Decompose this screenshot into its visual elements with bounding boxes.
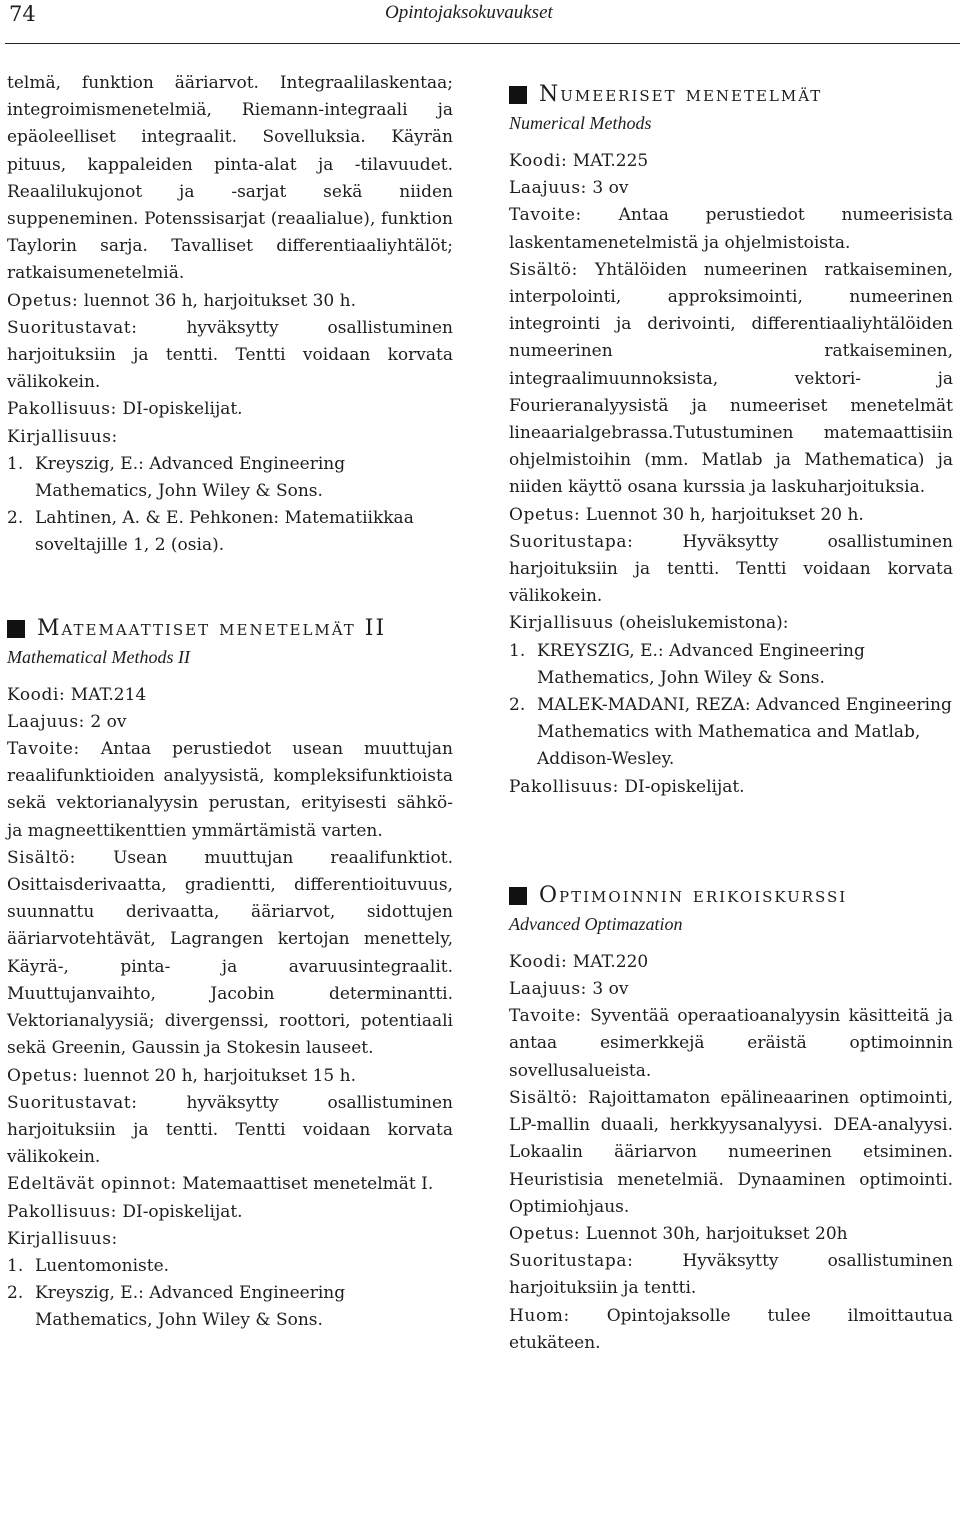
- header-rule: [5, 43, 960, 44]
- sisalto-value: Rajoittamaton epälineaarinen optimointi, LP-mallin duaali, herkkyysanalyysi. DEA-analyysi. Lokaalin ääriarvon numeerinen etsiminen. Heuristisia menetelmiä. Dynaaminen optimointi. Optimiohjaus.: [509, 1087, 953, 1217]
- suoritus-line: [7, 315, 453, 397]
- opetus-line: [7, 1063, 453, 1090]
- reference-text: Lahtinen, A. & E. Pehkonen: Matematiikkaa soveltajille 1, 2 (osia).: [35, 508, 414, 556]
- sisalto-value: Usean muuttujan reaalifunktiot. Osittaisderivaatta, gradientti, differentioituvuus, suunnattu derivaatta, ääriarvot, sidottujen ääriarvotehtävät, Lagrangen kertojan menettely, Käyrä-, pinta- ja avaruusintegraalit. Muuttujanvaihto, Jacobin determinantti. Vektorianalyysiä; divergenssi, roottori, potentiaali sekä Greenin, Gaussin ja Stokesin lauseet.: [7, 847, 453, 1059]
- reference-item: [7, 1253, 453, 1280]
- sisalto-label: Sisältö:: [509, 1087, 578, 1108]
- laajuus-line: [7, 709, 453, 736]
- reference-item: [509, 638, 953, 692]
- page-header: [0, 0, 960, 44]
- right-column: [509, 58, 953, 1357]
- pakollisuus-value: DI-opiskelijat.: [624, 776, 745, 797]
- suoritus-value: Hyväksytty osallistuminen harjoituksiin ja tentti.: [509, 1251, 953, 1299]
- opetus-label: Opetus:: [509, 504, 581, 525]
- suoritus-label: Suoritustavat:: [7, 317, 138, 338]
- kirjallisuus-label: Kirjallisuus:: [7, 1228, 118, 1249]
- section-subtitle: Mathematical Methods II: [7, 646, 190, 667]
- section-title-text: Optimoinnin erikoiskurssi: [539, 882, 848, 908]
- edeltavat-line: [7, 1171, 453, 1198]
- tavoite-line: [7, 736, 453, 845]
- opetus-label: Opetus:: [7, 290, 79, 311]
- suoritus-value: hyväksytty osallistuminen harjoituksiin ja tentti. Tentti voidaan korvata välikokein.: [7, 317, 453, 393]
- tavoite-line: [509, 1003, 953, 1085]
- tavoite-label: Tavoite:: [509, 1006, 582, 1027]
- section-title-text: Matemaattiset menetelmät II: [37, 615, 387, 641]
- reference-number: 1.: [7, 453, 24, 474]
- section-gap: [509, 801, 953, 881]
- koodi-line: [7, 682, 453, 709]
- pakollisuus-label: Pakollisuus:: [7, 399, 117, 420]
- section-subtitle: Advanced Optimazation: [509, 913, 683, 934]
- tavoite-label: Tavoite:: [509, 205, 582, 226]
- reference-text: Luentomoniste.: [35, 1255, 170, 1276]
- opetus-value: luennot 20 h, harjoitukset 15 h.: [83, 1065, 356, 1086]
- tavoite-label: Tavoite:: [7, 739, 80, 760]
- edeltavat-value: Matemaattiset menetelmät I.: [182, 1174, 434, 1195]
- tavoite-value: Antaa perustiedot usean muuttujan reaalifunktioiden analyysistä, kompleksifunktioista sekä vektorianalyysin perustan, erityisesti sähkö- ja magneettikenttien ymmärtämistä varten.: [7, 739, 453, 841]
- laajuus-label: Laajuus:: [7, 711, 85, 732]
- section-title: [7, 614, 453, 644]
- section-title: [509, 80, 953, 110]
- opetus-line: [7, 288, 453, 315]
- opetus-value: Luennot 30 h, harjoitukset 20 h.: [585, 504, 864, 525]
- suoritus-line: [509, 529, 953, 611]
- reference-number: 1.: [7, 1255, 24, 1276]
- laajuus-line: [509, 175, 953, 202]
- tavoite-value: Syventää operaatioanalyysin käsitteitä ja antaa esimerkkejä eräistä optimoinnin sovellusalueista.: [509, 1006, 953, 1081]
- suoritus-line: [7, 1090, 453, 1172]
- sisalto-line: [7, 845, 453, 1063]
- pakollisuus-label: Pakollisuus:: [7, 1201, 117, 1222]
- left-column: [7, 58, 453, 1335]
- suoritus-label: Suoritustavat:: [7, 1092, 138, 1113]
- kirjallisuus-line: [509, 610, 953, 637]
- kirjallisuus-label: Kirjallisuus:: [7, 426, 118, 447]
- reference-text: Kreyszig, E.: Advanced Engineering Mathematics, John Wiley & Sons.: [35, 1283, 346, 1331]
- pakollisuus-line: [7, 1199, 453, 1226]
- koodi-label: Koodi:: [509, 151, 568, 171]
- section-title: [509, 881, 953, 911]
- page-number: 74: [9, 2, 36, 26]
- koodi-label: Koodi:: [7, 684, 66, 705]
- reference-number: 2.: [7, 1283, 24, 1304]
- laajuus-value: 3 ov: [592, 178, 629, 199]
- pakollisuus-value: DI-opiskelijat.: [122, 1201, 243, 1222]
- reference-number: 2.: [7, 508, 24, 529]
- running-title: Opintojaksokuvaukset: [385, 2, 553, 23]
- reference-number: 1.: [509, 640, 526, 661]
- laajuus-value: 2 ov: [90, 711, 127, 732]
- section-gap: [7, 560, 453, 614]
- pakollisuus-value: DI-opiskelijat.: [122, 399, 243, 420]
- koodi-value: MAT.214: [70, 684, 147, 705]
- section-title-text: Numeeriset menetelmät: [539, 82, 823, 107]
- reference-text: KREYSZIG, E.: Advanced Engineering Mathematics, John Wiley & Sons.: [537, 640, 865, 688]
- suoritus-value: Hyväksytty osallistuminen harjoituksiin ja tentti. Tentti voidaan korvata välikokein.: [509, 531, 953, 607]
- top-spacer: [509, 58, 953, 80]
- laajuus-value: 3 ov: [592, 979, 629, 1000]
- kirjallisuus-label: Kirjallisuus: [509, 613, 614, 634]
- koodi-value: MAT.225: [572, 151, 649, 171]
- edeltavat-label: Edeltävät opinnot:: [7, 1174, 177, 1195]
- reference-item: [7, 451, 453, 505]
- suoritus-value: hyväksytty osallistuminen harjoituksiin ja tentti. Tentti voidaan korvata välikokein.: [7, 1092, 453, 1168]
- laajuus-label: Laajuus:: [509, 979, 587, 1000]
- kirjallisuus-extra: (oheislukemistona):: [618, 613, 789, 634]
- opetus-value: Luennot 30h, harjoitukset 20h: [585, 1223, 848, 1244]
- koodi-line: [509, 148, 953, 175]
- pakollisuus-line: [509, 774, 953, 801]
- reference-text: Kreyszig, E.: Advanced Engineering Mathematics, John Wiley & Sons.: [35, 453, 346, 502]
- tavoite-value: Antaa perustiedot numeerisista laskentamenetelmistä ja ohjelmistoista.: [509, 205, 953, 253]
- opetus-value: luennot 36 h, harjoitukset 30 h.: [83, 290, 356, 311]
- section-square-icon: [509, 887, 527, 905]
- huom-label: Huom:: [509, 1305, 570, 1326]
- sisalto-line: [509, 257, 953, 502]
- huom-value: Opintojaksolle tulee ilmoittautua etukäteen.: [509, 1305, 953, 1353]
- sisalto-value: Yhtälöiden numeerinen ratkaiseminen, interpolointi, approksimointi, numeerinen integrointi ja derivointi, differentiaaliyhtälöiden numeerinen ratkaiseminen, integraalimuunnoksista, vektori- ja Fourieranalyysistä ja numeeriset menetelmät lineaarialgebrassa.Tutustuminen matemaattisiin ohjelmistoihin (mm. Matlab ja Mathematica) ja niiden käyttö osana kurssia ja laskuharjoituksia.: [509, 259, 954, 498]
- opetus-line: [509, 502, 953, 529]
- intro-paragraph: telmä, funktion ääriarvot. Integraalilaskentaa; integroimismenetelmiä, Riemann-integraali ja epäoleelliset integraalit. Sovelluksia. Käyrän pituus, kappaleiden pinta-alat ja -tilavuudet. Reaalilukujonot ja -sarjat sekä niiden suppeneminen. Potenssisarjat (reaalialue), funktion Taylorin sarja. Tavalliset differentiaaliyhtälöt; ratkaisumenetelmiä.: [7, 73, 453, 284]
- section-square-icon: [509, 86, 527, 104]
- reference-text: MALEK-MADANI, REZA: Advanced Engineering Mathematics with Mathematica and Matlab, Addison-Wesley.: [537, 695, 952, 770]
- suoritus-line: [509, 1248, 953, 1302]
- sisalto-line: [509, 1085, 953, 1221]
- tavoite-line: [509, 202, 953, 256]
- opetus-label: Opetus:: [509, 1223, 581, 1244]
- sisalto-label: Sisältö:: [7, 847, 76, 868]
- pakollisuus-line: [7, 396, 453, 423]
- opetus-line: [509, 1221, 953, 1248]
- reference-item: [7, 1280, 453, 1334]
- huom-line: [509, 1303, 953, 1357]
- laajuus-label: Laajuus:: [509, 178, 587, 199]
- reference-item: [7, 505, 453, 559]
- reference-item: [509, 692, 953, 774]
- koodi-value: MAT.220: [572, 951, 649, 972]
- section-subtitle: Numerical Methods: [509, 113, 652, 133]
- sisalto-label: Sisältö:: [509, 259, 578, 280]
- koodi-label: Koodi:: [509, 951, 568, 972]
- reference-number: 2.: [509, 695, 526, 716]
- pakollisuus-label: Pakollisuus:: [509, 776, 619, 797]
- section-square-icon: [7, 620, 25, 638]
- suoritus-label: Suoritustapa:: [509, 531, 634, 552]
- koodi-line: [509, 949, 953, 976]
- opetus-label: Opetus:: [7, 1065, 79, 1086]
- laajuus-line: [509, 976, 953, 1003]
- suoritus-label: Suoritustapa:: [509, 1251, 634, 1272]
